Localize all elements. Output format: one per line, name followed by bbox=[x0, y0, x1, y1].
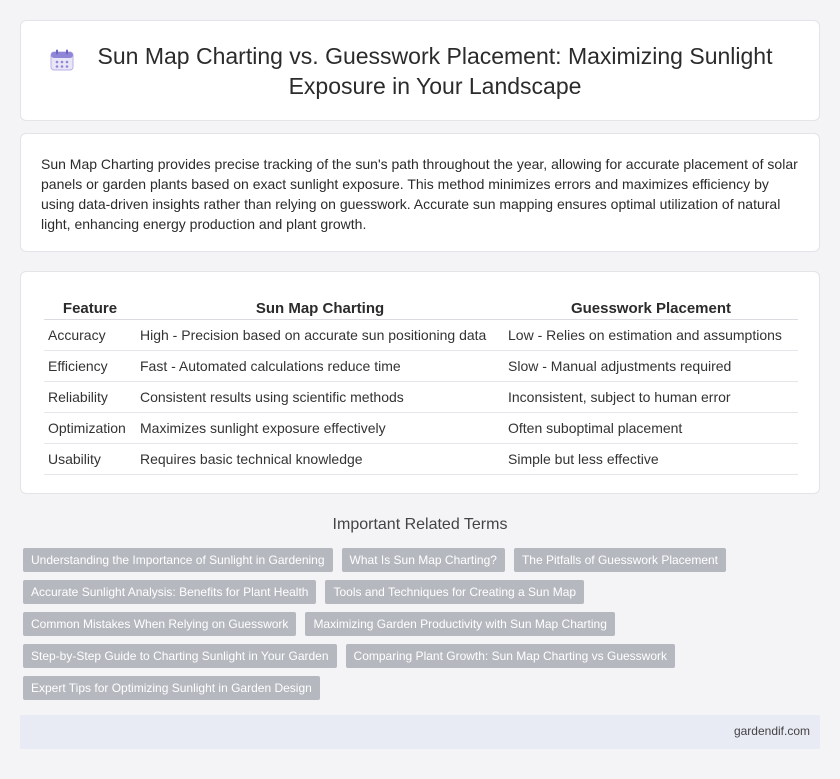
table-row bbox=[44, 319, 798, 350]
related-term-tag[interactable]: Tools and Techniques for Creating a Sun Map bbox=[325, 580, 584, 604]
related-term-tag[interactable]: Understanding the Importance of Sunlight in Gardening bbox=[23, 548, 333, 572]
related-terms-title: Important Related Terms bbox=[332, 516, 508, 533]
table-row bbox=[44, 381, 798, 412]
related-term-tag[interactable]: The Pitfalls of Guesswork Placement bbox=[514, 548, 726, 572]
table-row bbox=[44, 412, 798, 443]
row-feature: Optimization bbox=[44, 412, 136, 443]
row-guesswork-value: Low - Relies on estimation and assumptions bbox=[504, 319, 798, 350]
row-guesswork-value: Inconsistent, subject to human error bbox=[504, 381, 798, 412]
row-feature: Reliability bbox=[44, 381, 136, 412]
row-sun-map-value: Fast - Automated calculations reduce time bbox=[136, 350, 504, 381]
intro-card bbox=[20, 133, 820, 252]
footer-site-link[interactable]: gardendif.com bbox=[733, 724, 810, 738]
related-term-tag[interactable]: Comparing Plant Growth: Sun Map Charting vs Guesswork bbox=[346, 644, 675, 668]
related-term-tag[interactable]: Common Mistakes When Relying on Guesswork bbox=[23, 612, 296, 636]
related-term-tag[interactable]: Accurate Sunlight Analysis: Benefits for Plant Health bbox=[23, 580, 316, 604]
row-feature: Efficiency bbox=[44, 350, 136, 381]
row-guesswork-value: Simple but less effective bbox=[504, 443, 798, 474]
row-sun-map-value: High - Precision based on accurate sun positioning data bbox=[136, 319, 504, 350]
header-card bbox=[20, 20, 820, 121]
footer bbox=[20, 715, 820, 749]
header-feature: Feature bbox=[44, 295, 136, 319]
header-guesswork-placement: Guesswork Placement bbox=[504, 295, 798, 319]
row-sun-map-value: Consistent results using scientific methods bbox=[136, 381, 504, 412]
row-sun-map-value: Requires basic technical knowledge bbox=[136, 443, 504, 474]
table-header-row bbox=[44, 295, 798, 319]
row-sun-map-value: Maximizes sunlight exposure effectively bbox=[136, 412, 504, 443]
comparison-table-card bbox=[20, 271, 820, 494]
related-term-tag[interactable]: Expert Tips for Optimizing Sunlight in Garden Design bbox=[23, 676, 320, 700]
row-guesswork-value: Often suboptimal placement bbox=[504, 412, 798, 443]
comparison-table bbox=[44, 295, 798, 475]
intro-text: Sun Map Charting provides precise tracking of the sun's path throughout the year, allowing for accurate placement of solar panels or garden plants based on exact sunlight exposure. This method minimizes errors and maximizes efficiency by using data-driven insights rather than relying on guesswork. Accurate sun mapping ensures optimal utilization of natural light, enhancing energy production and plant growth. bbox=[41, 156, 798, 232]
related-term-tag[interactable]: Maximizing Garden Productivity with Sun Map Charting bbox=[305, 612, 614, 636]
row-guesswork-value: Slow - Manual adjustments required bbox=[504, 350, 798, 381]
row-feature: Usability bbox=[44, 443, 136, 474]
page-title: Sun Map Charting vs. Guesswork Placement: Maximizing Sunlight Exposure in Your Landscape bbox=[97, 42, 773, 99]
row-feature: Accuracy bbox=[44, 319, 136, 350]
table-row bbox=[44, 350, 798, 381]
header-sun-map-charting: Sun Map Charting bbox=[136, 295, 504, 319]
related-term-tag[interactable]: What Is Sun Map Charting? bbox=[342, 548, 505, 572]
table-row bbox=[44, 443, 798, 474]
related-term-tag[interactable]: Step-by-Step Guide to Charting Sunlight in Your Garden bbox=[23, 644, 337, 668]
related-terms-list bbox=[23, 548, 723, 708]
